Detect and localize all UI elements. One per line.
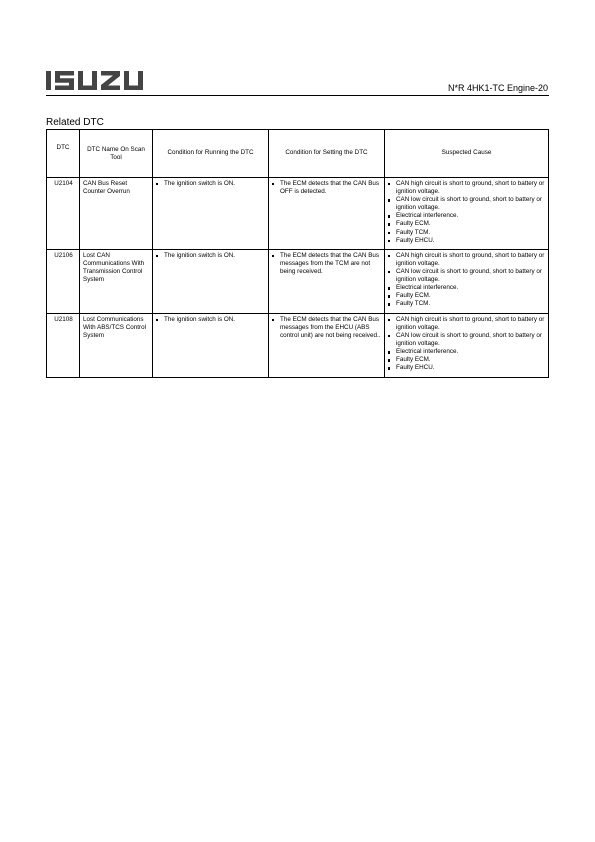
header-divider: [46, 95, 549, 96]
list-item: CAN low circuit is short to ground, short to battery or ignition voltage.: [388, 196, 546, 212]
column-header-setting: Condition for Setting the DTC: [269, 130, 385, 178]
dtc-code: U2104: [47, 178, 80, 250]
suspected-cause: [385, 178, 549, 250]
list-item: The ignition switch is ON.: [156, 180, 266, 188]
list-item: The ignition switch is ON.: [156, 252, 266, 260]
list-item: Electrical interference.: [388, 348, 546, 356]
list-item: Faulty EHCU.: [388, 364, 546, 372]
list-item: The ECM detects that the CAN Bus OFF is detected.: [272, 180, 382, 196]
isuzu-logo: [46, 71, 144, 90]
column-header-running: Condition for Running the DTC: [153, 130, 269, 178]
setting-condition: [269, 249, 385, 313]
list-item: Faulty EHCU.: [388, 237, 546, 245]
dtc-code: U2108: [47, 313, 80, 377]
page-header-label: N*R 4HK1-TC Engine-20: [447, 83, 548, 93]
list-item: The ECM detects that the CAN Bus messages from the TCM are not being received.: [272, 252, 382, 276]
dtc-name: CAN Bus Reset Counter Overrun: [80, 178, 153, 250]
list-item: Faulty ECM.: [388, 356, 546, 364]
running-condition: [153, 178, 269, 250]
column-header-name: DTC Name On Scan Tool: [80, 130, 153, 178]
list-item: Faulty ECM.: [388, 292, 546, 300]
dtc-name: Lost CAN Communications With Transmission Control System: [80, 249, 153, 313]
column-header-dtc: DTC: [47, 130, 80, 178]
suspected-cause: [385, 313, 549, 377]
list-item: CAN high circuit is short to ground, short to battery or ignition voltage.: [388, 180, 546, 196]
list-item: CAN low circuit is short to ground, short to battery or ignition voltage.: [388, 268, 546, 284]
table-row: [47, 249, 549, 313]
list-item: Faulty ECM.: [388, 220, 546, 228]
setting-condition: [269, 178, 385, 250]
table-row: [47, 178, 549, 250]
list-item: The ECM detects that the CAN Bus messages from the EHCU (ABS control unit) are not being received..: [272, 316, 382, 340]
list-item: Faulty TCM.: [388, 229, 546, 237]
list-item: Faulty TCM.: [388, 300, 546, 308]
dtc-code: U2106: [47, 249, 80, 313]
list-item: Electrical interference.: [388, 212, 546, 220]
table-row: [47, 313, 549, 377]
table-header-row: [47, 130, 549, 178]
list-item: CAN low circuit is short to ground, short to battery or ignition voltage.: [388, 332, 546, 348]
list-item: CAN high circuit is short to ground, short to battery or ignition voltage.: [388, 316, 546, 332]
list-item: The ignition switch is ON.: [156, 316, 266, 324]
list-item: Electrical interference.: [388, 284, 546, 292]
list-item: CAN high circuit is short to ground, short to battery or ignition voltage.: [388, 252, 546, 268]
running-condition: [153, 313, 269, 377]
section-title: Related DTC: [46, 117, 104, 128]
column-header-cause: Suspected Cause: [385, 130, 549, 178]
setting-condition: [269, 313, 385, 377]
related-dtc-table: [46, 129, 549, 378]
dtc-name: Lost Communications With ABS/TCS Control System: [80, 313, 153, 377]
running-condition: [153, 249, 269, 313]
suspected-cause: [385, 249, 549, 313]
